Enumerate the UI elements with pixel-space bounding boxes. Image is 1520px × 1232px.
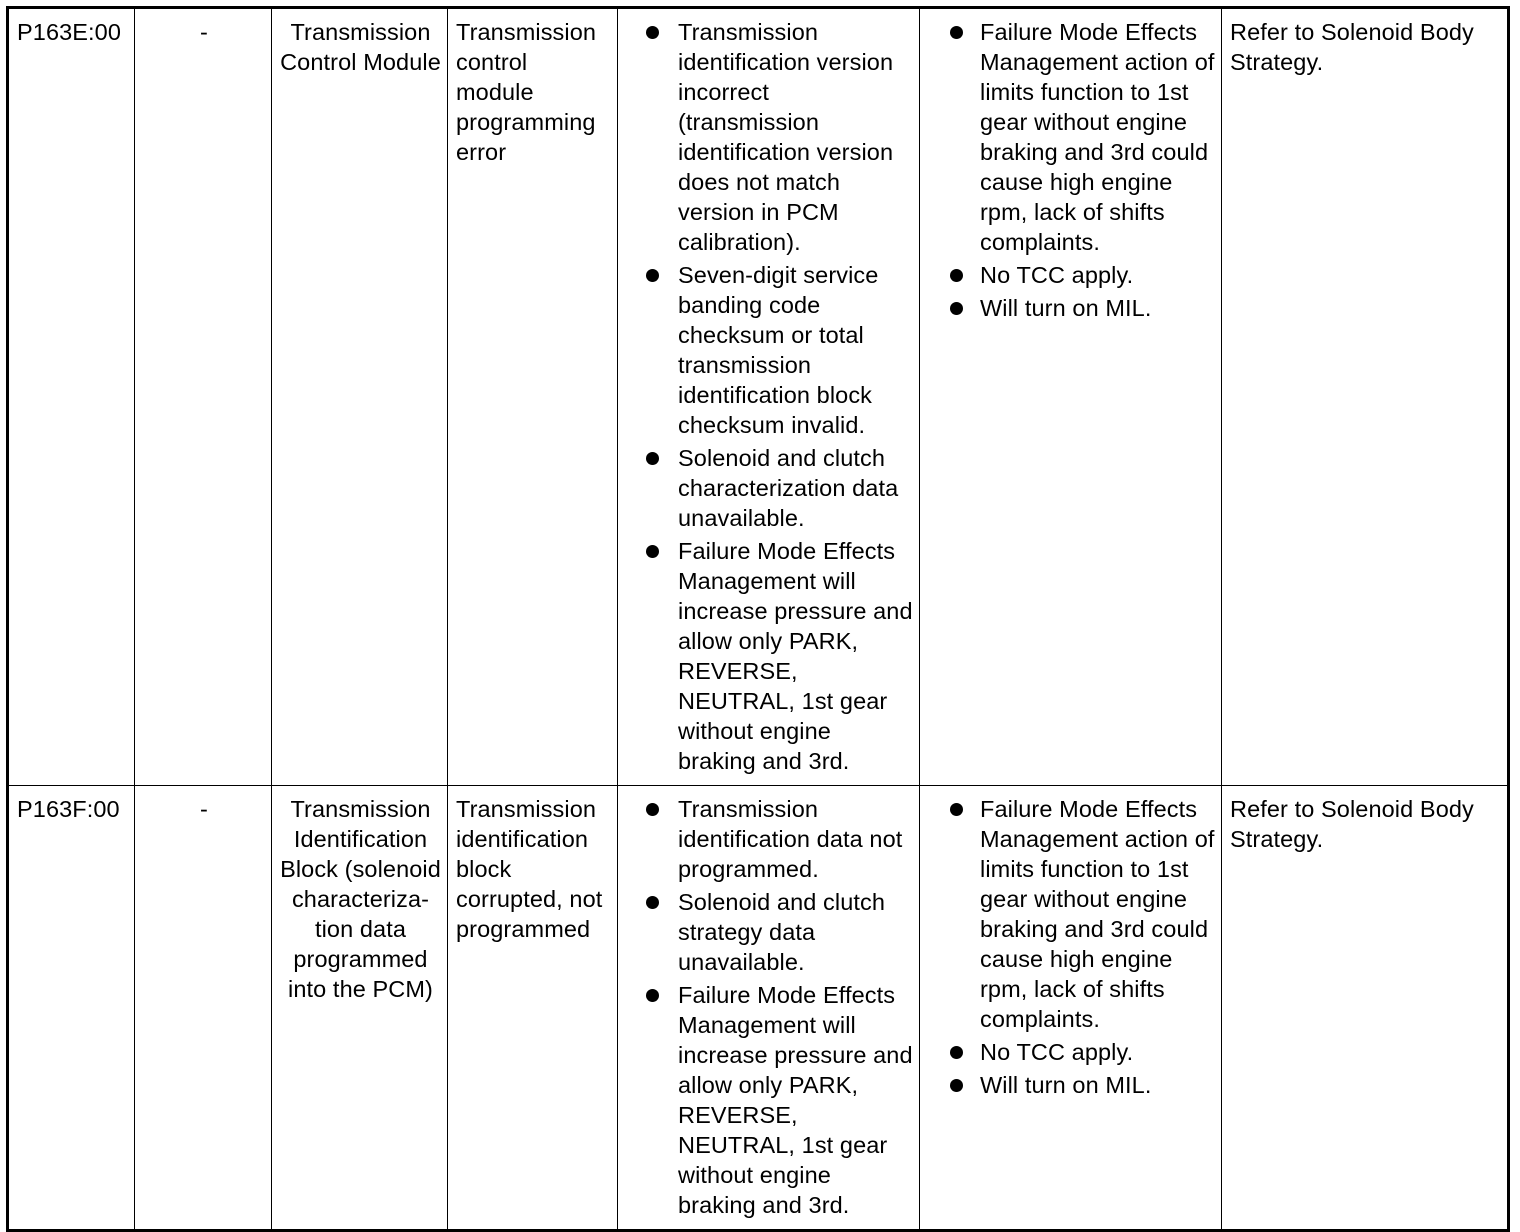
refer-text: Refer to Solenoid Body Strategy. <box>1230 796 1474 852</box>
refer-cell <box>1222 786 1509 1231</box>
list-item: Failure Mode Effects Management action of limits function to 1st gear without engine braking and 3rd could cause high engine rpm, lack of shifts complaints. <box>928 794 1215 1034</box>
description-text: Transmission identification block corrupted, not programmed <box>456 796 603 942</box>
table-row <box>8 786 1509 1231</box>
bullet-icon <box>646 545 659 558</box>
list-item: Will turn on MIL. <box>928 1070 1215 1100</box>
dtc-table <box>6 6 1510 1232</box>
conditions-cell <box>618 8 920 786</box>
list-item: No TCC apply. <box>928 1037 1215 1067</box>
dtc-code-cell <box>8 786 135 1231</box>
list-item: No TCC apply. <box>928 260 1215 290</box>
description-text: Transmission control module programming error <box>456 19 597 165</box>
refer-text: Refer to Solenoid Body Strategy. <box>1230 19 1474 75</box>
bullet-icon <box>950 302 963 315</box>
dash-cell <box>135 786 272 1231</box>
list-item: Seven-digit service banding code checksum or total transmission identification block checksum invalid. <box>626 260 913 440</box>
dash-value: - <box>200 19 208 45</box>
dtc-code: P163E:00 <box>17 19 122 45</box>
bullet-icon <box>646 452 659 465</box>
component-cell <box>272 8 448 786</box>
list-item: Failure Mode Effects Management action of limits function to 1st gear without engine braking and 3rd could cause high engine rpm, lack of shifts complaints. <box>928 17 1215 257</box>
dash-cell <box>135 8 272 786</box>
description-cell <box>448 786 618 1231</box>
list-item: Transmission identification data not programmed. <box>626 794 913 884</box>
symptoms-list <box>928 17 1215 323</box>
bullet-icon <box>950 803 963 816</box>
conditions-list <box>626 794 913 1220</box>
list-item: Solenoid and clutch strategy data unavailable. <box>626 887 913 977</box>
bullet-icon <box>950 1046 963 1059</box>
component-text: Transmission Identification Block (solenoid characteriza-tion data programmed into the PCM) <box>280 796 441 1002</box>
bullet-icon <box>950 26 963 39</box>
bullet-icon <box>950 1079 963 1092</box>
component-text: Transmission Control Module <box>280 19 441 75</box>
bullet-icon <box>646 26 659 39</box>
symptoms-cell <box>920 786 1222 1231</box>
dtc-code: P163F:00 <box>17 796 120 822</box>
dash-value: - <box>200 796 208 822</box>
bullet-icon <box>646 989 659 1002</box>
bullet-icon <box>646 896 659 909</box>
refer-cell <box>1222 8 1509 786</box>
dtc-code-cell <box>8 8 135 786</box>
list-item: Failure Mode Effects Management will increase pressure and allow only PARK, REVERSE, NEUTRAL, 1st gear without engine braking and 3rd. <box>626 980 913 1220</box>
conditions-list <box>626 17 913 776</box>
list-item: Transmission identification version incorrect (transmission identification version does not match version in PCM calibration). <box>626 17 913 257</box>
bullet-icon <box>646 803 659 816</box>
conditions-cell <box>618 786 920 1231</box>
description-cell <box>448 8 618 786</box>
list-item: Solenoid and clutch characterization data unavailable. <box>626 443 913 533</box>
component-cell <box>272 786 448 1231</box>
list-item: Will turn on MIL. <box>928 293 1215 323</box>
symptoms-cell <box>920 8 1222 786</box>
symptoms-list <box>928 794 1215 1100</box>
bullet-icon <box>950 269 963 282</box>
list-item: Failure Mode Effects Management will increase pressure and allow only PARK, REVERSE, NEUTRAL, 1st gear without engine braking and 3rd. <box>626 536 913 776</box>
bullet-icon <box>646 269 659 282</box>
table-row <box>8 8 1509 786</box>
